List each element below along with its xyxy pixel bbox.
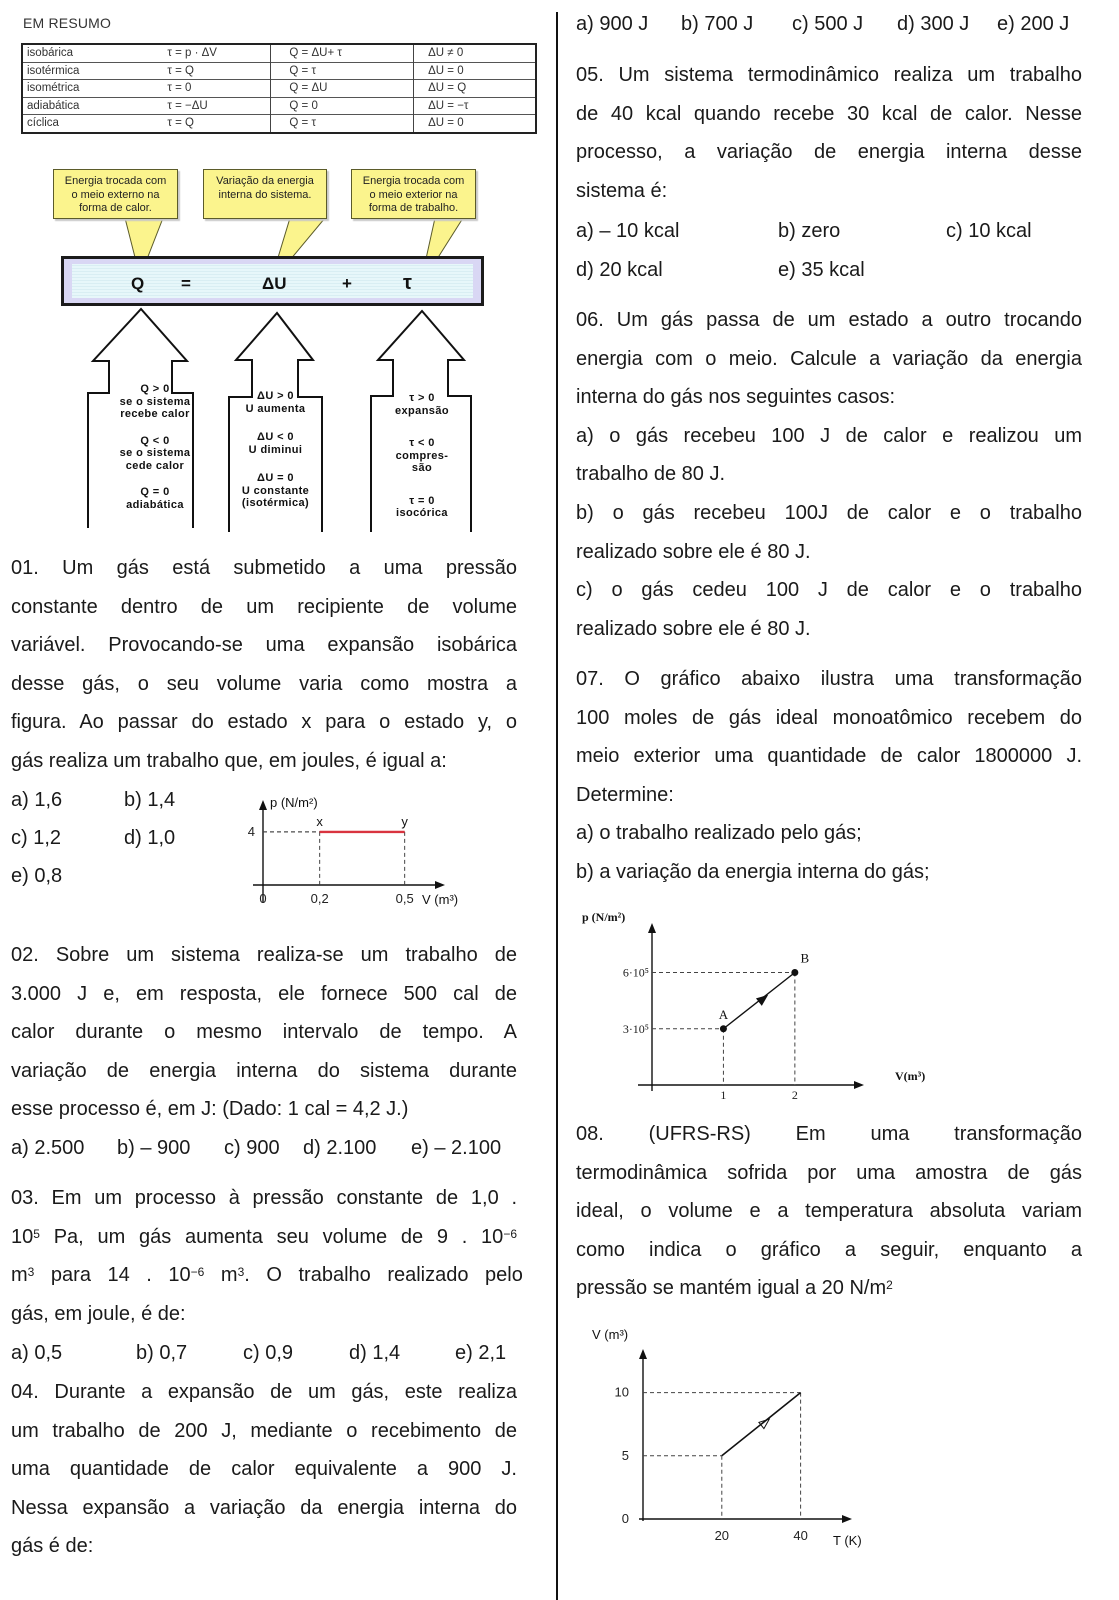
q02-option-d[interactable]: d) 2.100 [303, 1137, 377, 1159]
x-tick-label: 2 [791, 1088, 798, 1102]
q05-line: de 40 kcal quando recebe 30 kcal de calor. Nesse [576, 102, 1082, 125]
eq-delta-u: ΔU [262, 274, 287, 293]
superscript: −6 [503, 1226, 517, 1241]
box-line: U aumenta [245, 402, 306, 415]
summary-cell-process: isobárica [22, 44, 139, 62]
q01-option-b[interactable]: b) 1,4 [124, 789, 176, 811]
point-label-y: y [401, 813, 408, 829]
q01-line: 01. Um gás está submetido a uma pressão [11, 557, 517, 579]
data-point [720, 1025, 727, 1032]
q04-line: gás é de: [11, 1535, 94, 1558]
callout-internal-energy [203, 169, 327, 219]
q03-option-b[interactable]: b) 0,7 [136, 1342, 188, 1364]
q03-line: gás, em joule, é de: [11, 1302, 186, 1325]
y-axis-arrow [259, 800, 267, 810]
q06-line: energia com o meio. Calcule a variação da energia [576, 347, 1082, 370]
summary-row [22, 97, 536, 115]
q01-line: desse gás, o seu volume varia como mostra a [11, 672, 517, 695]
box-line: se o sistema [119, 447, 191, 459]
eq-plus: + [342, 274, 352, 293]
q05-line: 05. Um sistema termodinâmico realiza um trabalho [576, 64, 1082, 86]
box-line: τ = 0 [409, 494, 435, 507]
box-line: τ < 0 [409, 437, 435, 449]
q08-line: termodinâmica sofrida por uma amostra de gás [576, 1161, 1082, 1184]
summary-cell-first-law: Q = 0 [271, 97, 414, 115]
box-tau-text [372, 392, 472, 520]
text: para 14 . 10 [34, 1264, 191, 1287]
callout-heat [53, 169, 178, 219]
callout-work [351, 169, 476, 219]
box-line: ΔU > 0 [257, 390, 294, 402]
q01-option-e[interactable]: e) 0,8 [11, 865, 63, 887]
q04-option-e[interactable]: e) 200 J [997, 13, 1070, 35]
point-label-a: A [718, 1006, 729, 1022]
q05-option-d[interactable]: d) 20 kcal [576, 259, 663, 281]
q07-line: Determine: [576, 783, 674, 806]
summary-cell-work: τ = Q [139, 115, 271, 133]
summary-cell-delta-u: ΔU = Q [414, 80, 536, 98]
text: Pa, um gás aumenta seu volume de 9 . 10 [39, 1225, 504, 1248]
callout-line: interna do sistema. [218, 188, 312, 201]
summary-cell-delta-u: ΔU = 0 [414, 115, 536, 133]
q02-line: esse processo é, em J: (Dado: 1 cal = 4,2 J.) [11, 1098, 409, 1121]
text: 10 [11, 1225, 34, 1248]
q08-line: 08. (UFRS-RS) Em uma transformação [576, 1123, 1082, 1145]
text: . O trabalho realizado pelo [244, 1264, 523, 1287]
x-axis-label: V(m³) [895, 1069, 926, 1083]
box-line: recebe calor [120, 408, 190, 420]
superscript: 5 [33, 1226, 40, 1241]
q01-line: variável. Provocando-se uma expansão isobárica [11, 634, 517, 657]
q04-option-b[interactable]: b) 700 J [681, 13, 754, 35]
box-q-text [90, 383, 220, 511]
box-line: Q > 0 [140, 383, 170, 395]
x-axis-label: V (m³) [422, 892, 459, 907]
summary-row [22, 44, 536, 62]
question-01 [11, 549, 517, 781]
q03-line [11, 1256, 523, 1295]
chart-q08-vt [570, 1315, 900, 1600]
q04-line: 04. Durante a expansão de um gás, este realiza [11, 1381, 517, 1403]
q06-item-b: b) o gás recebeu 100J de calor e o trabalho [576, 501, 1082, 524]
q05-option-e[interactable]: e) 35 kcal [778, 259, 865, 281]
column-divider [556, 12, 558, 1600]
summary-cell-process: adiabática [22, 97, 139, 115]
q06-item-c-cont: realizado sobre ele é 80 J. [576, 617, 811, 640]
summary-cell-process: isotérmica [22, 62, 139, 80]
box-line: compres- [395, 449, 449, 462]
x-tick-label: 1 [720, 1088, 727, 1102]
callout-line: forma de trabalho. [368, 202, 459, 214]
callout-line: Energia trocada com [64, 175, 167, 187]
q07-line: 07. O gráfico abaixo ilustra uma transformação [576, 668, 1082, 690]
q05-option-a[interactable]: a) – 10 kcal [576, 220, 680, 242]
direction-arrow [757, 996, 767, 1005]
q03-option-c[interactable]: c) 0,9 [243, 1342, 294, 1364]
y-axis-label: V (m³) [592, 1327, 629, 1342]
callout-line: Energia trocada com [362, 175, 465, 187]
summary-cell-work: τ = Q [139, 62, 271, 80]
question-03 [11, 1179, 523, 1333]
q03-line: 03. Em um processo à pressão constante de 1,0 . [11, 1187, 517, 1209]
summary-title: EM RESUMO [23, 15, 112, 31]
x-tick-label: 40 [793, 1528, 808, 1543]
q06-item-b-cont: realizado sobre ele é 80 J. [576, 540, 811, 563]
q03-option-e[interactable]: e) 2,1 [455, 1342, 507, 1364]
question-07 [576, 660, 1082, 892]
x-tick-label: 0,5 [395, 891, 414, 906]
question-08 [576, 1115, 1082, 1308]
q05-option-b[interactable]: b) zero [778, 220, 841, 242]
q02-option-c[interactable]: c) 900 [224, 1137, 280, 1159]
data-point [791, 969, 798, 976]
summary-cell-first-law: Q = ΔU+ τ [271, 44, 414, 62]
box-line: isocórica [396, 507, 448, 519]
callout-line: o meio exterior na [369, 188, 458, 201]
q08-line [576, 1269, 1082, 1308]
summary-cell-process: cíclica [22, 115, 139, 133]
q05-option-c[interactable]: c) 10 kcal [946, 220, 1032, 242]
question-02 [11, 936, 517, 1129]
callout-line: o meio externo na [71, 188, 160, 201]
box-line: Q < 0 [140, 434, 170, 447]
series-line [722, 1393, 801, 1456]
q07-item-a: a) o trabalho realizado pelo gás; [576, 822, 862, 845]
box-line: expansão [395, 404, 449, 417]
q02-line: 3.000 J e, em resposta, ele fornece 500 cal de [11, 982, 517, 1005]
box-line: ΔU < 0 [257, 431, 294, 443]
box-line: ΔU = 0 [257, 472, 294, 484]
box-line: cede calor [125, 459, 185, 472]
q01-line: gás realiza um trabalho que, em joules, é igual a: [11, 749, 447, 772]
q01-option-c[interactable]: c) 1,2 [11, 827, 62, 849]
q01-option-d[interactable]: d) 1,0 [124, 827, 176, 849]
question-05 [576, 56, 1082, 210]
summary-table [21, 43, 537, 134]
x-tick-label: 20 [714, 1528, 730, 1543]
y-tick-label: 3·10⁵ [622, 1021, 649, 1036]
q06-item-c: c) o gás cedeu 100 J de calor e o trabalho [576, 579, 1082, 602]
superscript: 2 [886, 1278, 893, 1293]
summary-cell-first-law: Q = ΔU [271, 80, 414, 98]
superscript: 3 [27, 1265, 35, 1280]
point-label-b: B [800, 950, 810, 966]
box-line: τ > 0 [409, 392, 435, 404]
box-line: Q = 0 [140, 486, 170, 498]
q03-line [11, 1218, 517, 1257]
y-tick-label: 0 [621, 1511, 629, 1526]
q04-line: um trabalho de 200 J, mediante o recebimento de [11, 1419, 517, 1442]
q02-option-b[interactable]: b) – 900 [117, 1137, 191, 1159]
y-axis-label: p (N/m²) [270, 795, 318, 810]
q05-line: processo, a variação de energia interna desse [576, 141, 1082, 164]
q04-line: uma quantidade de calor equivalente a 900 J. [11, 1458, 517, 1481]
text: m [11, 1264, 28, 1287]
q07-item-b: b) a variação da energia interna do gás; [576, 860, 930, 883]
callout-line: Variação da energia [216, 175, 314, 187]
callout-line: forma de calor. [79, 202, 152, 214]
text: pressão se mantém igual a 20 N/m [576, 1277, 887, 1300]
q01-line: figura. Ao passar do estado x para o estado y, o [11, 711, 517, 734]
q05-line: sistema é: [576, 179, 668, 202]
x-axis-arrow [435, 881, 445, 889]
y-tick-label: 5 [621, 1447, 629, 1463]
x-tick-label: 0,2 [310, 891, 329, 906]
text: m [204, 1264, 238, 1287]
box-line: são [411, 462, 433, 474]
box-line: (isotérmica) [241, 497, 310, 509]
question-04 [11, 1373, 517, 1566]
eq-q: Q [131, 274, 145, 293]
summary-row [22, 62, 536, 80]
summary-cell-delta-u: ΔU = 0 [414, 62, 536, 80]
q08-line: como indica o gráfico a seguir, enquanto a [576, 1238, 1082, 1261]
box-du-text [229, 390, 322, 510]
q02-line: calor durante o mesmo intervalo de tempo. A [11, 1021, 517, 1044]
y-tick-label: 4 [247, 823, 255, 839]
point-label-x: x [316, 813, 323, 829]
summary-cell-process: isométrica [22, 80, 139, 98]
direction-arrow [759, 1419, 769, 1428]
y-tick-label: 10 [614, 1384, 629, 1400]
chart-q01-pv [240, 785, 480, 920]
q08-line: ideal, o volume e a temperatura absoluta variam [576, 1200, 1082, 1223]
q02-line: 02. Sobre um sistema realiza-se um trabalho de [11, 944, 517, 966]
summary-row [22, 115, 536, 133]
superscript: −6 [190, 1265, 205, 1280]
eq-equals: = [181, 274, 191, 293]
q02-option-a[interactable]: a) 2.500 [11, 1137, 85, 1159]
q01-line: constante dentro de um recipiente de volume [11, 595, 517, 618]
q01-option-a[interactable]: a) 1,6 [11, 789, 63, 811]
y-tick-label: 6·10⁵ [622, 965, 649, 980]
box-line: se o sistema [119, 395, 191, 408]
x-axis-arrow [842, 1515, 852, 1523]
q04-option-c[interactable]: c) 500 J [792, 13, 864, 35]
x-tick-label: 0 [259, 891, 267, 906]
box-line: U diminui [248, 443, 303, 456]
q07-line: meio exterior uma quantidade de calor 1800000 J. [576, 745, 1082, 768]
q06-item-a-cont: trabalho de 80 J. [576, 463, 725, 486]
q04-option-a[interactable]: a) 900 J [576, 13, 649, 35]
summary-cell-work: τ = 0 [139, 80, 271, 98]
q06-line: 06. Um gás passa de um estado a outro trocando [576, 309, 1082, 331]
x-axis-arrow [854, 1081, 864, 1089]
summary-cell-delta-u: ΔU = −τ [414, 97, 536, 115]
y-axis-label: p (N/m²) [582, 910, 626, 924]
chart-q07-pv [570, 895, 970, 1110]
superscript: 3 [237, 1265, 245, 1280]
summary-cell-work: τ = −ΔU [139, 97, 271, 115]
q06-item-a: a) o gás recebeu 100 J de calor e realizou um [576, 424, 1082, 447]
y-axis-arrow [648, 923, 656, 933]
q03-option-d[interactable]: d) 1,4 [349, 1342, 401, 1364]
question-06 [576, 301, 1082, 648]
q07-line: 100 moles de gás ideal monoatômico recebem do [576, 706, 1082, 729]
box-line: adiabática [126, 498, 184, 511]
box-line: U constante [241, 484, 310, 497]
q02-option-e[interactable]: e) – 2.100 [411, 1137, 502, 1159]
q03-option-a[interactable]: a) 0,5 [11, 1342, 63, 1364]
summary-cell-delta-u: ΔU ≠ 0 [414, 44, 536, 62]
q04-option-d[interactable]: d) 300 J [897, 13, 970, 35]
summary-row [22, 80, 536, 98]
q04-line: Nessa expansão a variação da energia interna do [11, 1496, 517, 1519]
y-axis-arrow [639, 1349, 647, 1359]
summary-cell-work: τ = p · ΔV [139, 44, 271, 62]
q02-line: variação de energia interna do sistema durante [11, 1059, 517, 1082]
eq-tau: τ [403, 272, 412, 294]
summary-cell-first-law: Q = τ [271, 62, 414, 80]
summary-cell-first-law: Q = τ [271, 115, 414, 133]
q06-line: interna do gás nos seguintes casos: [576, 386, 896, 409]
x-axis-label: T (K) [833, 1533, 862, 1548]
